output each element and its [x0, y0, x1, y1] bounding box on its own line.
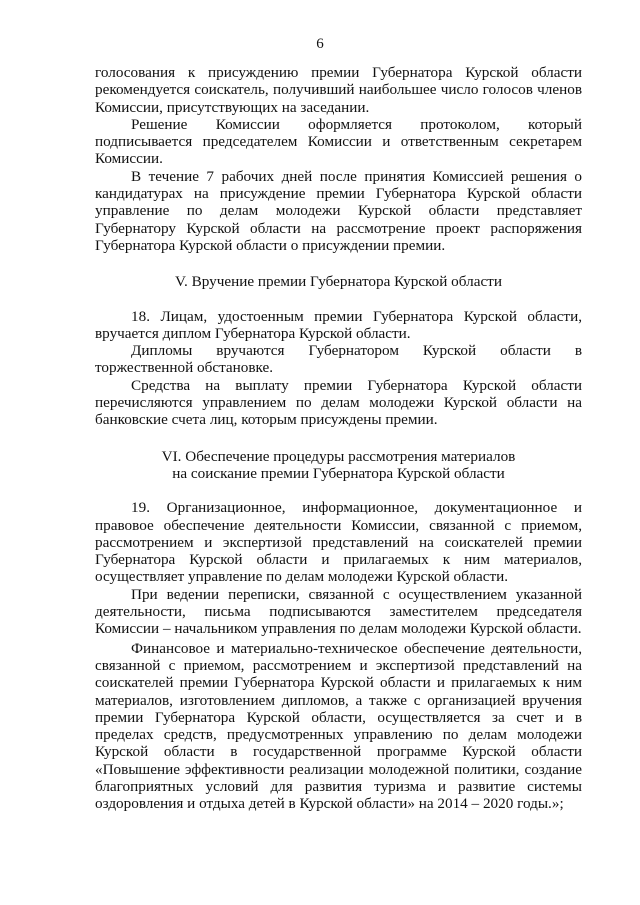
spacer: [95, 482, 582, 499]
spacer: [95, 429, 582, 448]
page-number: 6: [316, 36, 324, 52]
paragraph-decision-submission: В течение 7 рабочих дней после принятия Комиссией решения о кандидатурах на присуждение премии Губернатора Курской области управление по делам молодежи Курской области представляет Губернатору Курской области на рассмотрение проект распоряжения Губернатора Курской области о присуждении премии.: [95, 167, 582, 254]
section-heading-vi-line1: VI. Обеспечение процедуры рассмотрения материалов: [161, 447, 516, 465]
document-body: [95, 64, 582, 813]
paragraph-18-ceremony: Дипломы вручаются Губернатором Курской области в торжественной обстановке.: [95, 342, 582, 377]
spacer: [95, 291, 582, 308]
paragraph-19-correspondence: При ведении переписки, связанной с осуществлением указанной деятельности, письма подписываются заместителем председателя Комиссии – начальником управления по делам молодежи Курской области.: [95, 585, 582, 638]
section-heading-v: V. Вручение премии Губернатора Курской области: [175, 273, 502, 291]
paragraph-18-funds: Средства на выплату премии Губернатора Курской области перечисляются управлением по делам молодежи Курской области на банковские счета лиц, которым присуждены премии.: [95, 376, 582, 429]
paragraph-19-financing: Финансовое и материально-техническое обеспечение деятельности, связанной с приемом, рассмотрением и экспертизой представлений на соискателей премии Губернатора Курской области и прилагаемых к ним материалов, изготовлением дипломов, а также с организацией вручения премии Губернатора Курской области, осуществляется за счет и в пределах средств, предусмотренных управлению по делам молодежи Курской области в государственной программе Курской области «Повышение эффективности реализации молодежной политики, создание благоприятных условий для развития туризма и развитие системы оздоровления и отдыха детей в Курской области» на 2014 – 2020 годы.»;: [95, 639, 582, 813]
spacer: [95, 254, 582, 273]
paragraph-18-diploma: 18. Лицам, удостоенным премии Губернатора Курской области, вручается диплом Губернатора Курской области.: [95, 307, 582, 342]
paragraph-voting-result: голосования к присуждению премии Губернатора Курской области рекомендуется соискатель, получивший наибольшее число голосов членов Комиссии, присутствующих на заседании.: [95, 64, 582, 116]
paragraph-19-support: 19. Организационное, информационное, документационное и правовое обеспечение деятельности Комиссии, связанной с приемом, рассмотрением и экспертизой представлений на соискателей премии Губернатора Курской области и прилагаемых к ним материалов, осуществляет управление по делам молодежи Курской области.: [95, 499, 582, 586]
paragraph-protocol: Решение Комиссии оформляется протоколом, который подписывается председателем Комиссии и ответственным секретарем Комиссии.: [95, 115, 582, 168]
section-heading-vi-line2: на соискание премии Губернатора Курской области: [172, 464, 505, 482]
